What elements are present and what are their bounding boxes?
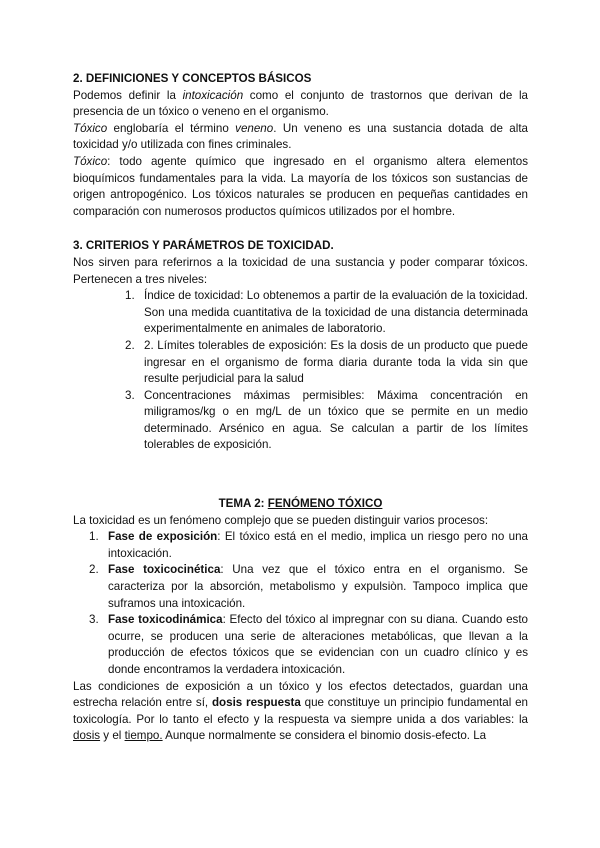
term-toxico: Tóxico [73, 121, 108, 135]
term-toxico-2: Tóxico [73, 154, 108, 168]
term-intoxicacion: intoxicación [182, 88, 244, 102]
list-item: 1. Índice de toxicidad: Lo obtenemos a partir de la evaluación de la toxicidad. Son una medida cuantitativa de la toxicidad de una distancia determinada experimentalmente en animales de laboratorio. [125, 289, 528, 336]
paragraph-toxico-definition: Tóxico: todo agente químico que ingresado en el organismo altera elementos bioquímicos fundamentales para la vida. La mayoría de los tóxicos son sustancias de origen antropogénico. Los tóxicos naturales se producen en pequeñas cantidades en comparación con numerosos productos químicos utilizados por el hombre. [73, 154, 528, 218]
paragraph-intoxicacion-definition: Podemos definir la intoxicación como el conjunto de trastornos que derivan de la presencia de un tóxico o veneno en el organismo. [73, 88, 529, 119]
list-item: 2. Fase toxicocinética: Una vez que el tóxico entra en el organismo. Se caracteriza por la absorción, metabolismo y expulsiòn. Tampoco implica que suframos una intoxicación. [89, 563, 528, 610]
list-item: 1. Fase de exposición: El tóxico está en el medio, implica un riesgo pero no una intoxicación. [89, 530, 528, 560]
list-item: 3. Concentraciones máximas permisibles: Máxima concentración en miligramos/kg o en mg/L de un tóxico que se permite en un medio determinado. Arsénico en agua. Se calculan a partir de los límites tolerables de exposición. [125, 388, 528, 452]
section-3-intro: Nos sirven para referirnos a la toxicidad de una sustancia y poder comparar tóxicos. Pertenecen a tres niveles: [73, 255, 528, 286]
term-dosis-respuesta: dosis respuesta [211, 696, 301, 710]
term-tiempo: tiempo. [124, 729, 163, 743]
tema-2-title: TEMA 2: FENÓMENO TÓXICO [218, 497, 383, 511]
toxicity-criteria-list [73, 288, 528, 454]
paragraph-toxico-veneno: Tóxico englobaría el término veneno. Un veneno es una sustancia dotada de alta toxicidad y/o utilizada con fines criminales. [73, 121, 528, 152]
paragraph-dosis-respuesta: Las condiciones de exposición a un tóxico y los efectos detectados, guardan una estrecha relación entre sí, dosis respuesta que constituye un principio fundamental en toxicología. Por lo tanto el efecto y la respuesta va siempre unida a dos variables: la dosis y el tiempo. Aunque normalmente se considera el binomio dosis-efecto. La [73, 679, 529, 743]
list-item: 3. Fase toxicodinámica: Efecto del tóxico al impregnar con su diana. Cuando esto ocurre, se producen una serie de alteraciones metabólicas, que llevan a la producción de efectos tóxicos que se evidencian con un cuadro clínico y es donde encontramos la verdadera intoxicación. [89, 613, 529, 676]
document-body [73, 71, 528, 745]
section-2-heading: 2. DEFINICIONES Y CONCEPTOS BÁSICOS [73, 72, 312, 85]
list-item: 2. 2. Límites tolerables de exposición: Es la dosis de un producto que puede ingresar en el organismo de forma diaria durante toda la vida sin que resulte perjudicial para la salud [125, 338, 528, 386]
section-3-heading: 3. CRITERIOS Y PARÁMETROS DE TOXICIDAD. [73, 239, 334, 253]
term-dosis: dosis [73, 729, 101, 743]
tema-2-intro: La toxicidad es un fenómeno complejo que se pueden distinguir varios procesos: [73, 513, 489, 527]
toxic-phases-list [73, 529, 528, 678]
term-veneno: veneno [235, 121, 274, 135]
